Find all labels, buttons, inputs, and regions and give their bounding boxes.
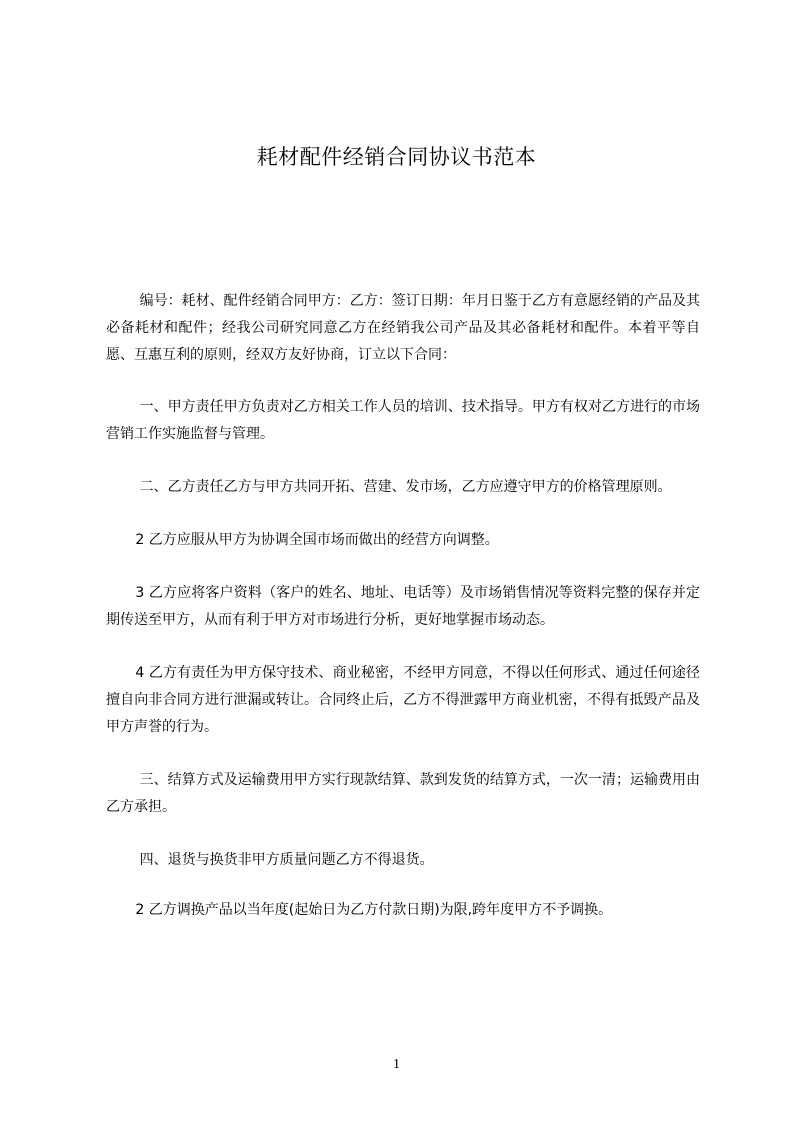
paragraph-preamble: 编号：耗材、配件经销合同甲方：乙方：签订日期：年月日鉴于乙方有意愿经销的产品及其必备耗材和配件；经我公司研究同意乙方在经销我公司产品及其必备耗材和配件。本着平等自愿、互惠互利的原则，经双方友好协商，订立以下合同： bbox=[106, 293, 700, 363]
paragraph-settlement: 三、结算方式及运输费用甲方实行现款结算、款到发货的结算方式，一次一清；运输费用由乙方承担。 bbox=[106, 772, 700, 815]
document-title: 耗材配件经销合同协议书范本 bbox=[256, 145, 537, 169]
paragraph-party-b-clause-4: 4 乙方有责任为甲方保守技术、商业秘密，不经甲方同意，不得以任何形式、通过任何途径擅自向非合同方进行泄漏或转让。合同终止后，乙方不得泄露甲方商业机密，不得有抵毁产品及甲方声誉的行为。 bbox=[106, 665, 700, 735]
paragraph-returns: 四、退货与换货非甲方质量问题乙方不得退货。 bbox=[139, 852, 434, 868]
paragraph-party-b-clause-3: 3 乙方应将客户资料（客户的姓名、地址、电话等）及市场销售情况等资料完整的保存并定期传送至甲方，从而有利于甲方对市场进行分析，更好地掌握市场动态。 bbox=[106, 585, 700, 628]
page-number: 1 bbox=[393, 1057, 400, 1072]
paragraph-party-b-clause-2: 2 乙方应服从甲方为协调全国市场而做出的经营方向调整。 bbox=[135, 532, 499, 548]
paragraph-party-a-duties: 一、甲方责任甲方负责对乙方相关工作人员的培训、技术指导。甲方有权对乙方进行的市场营销工作实施监督与管理。 bbox=[106, 399, 700, 442]
paragraph-returns-clause-2: 2 乙方调换产品以当年度(起始日为乙方付款日期)为限,跨年度甲方不予调换。 bbox=[135, 902, 613, 918]
paragraph-party-b-duties: 二、乙方责任乙方与甲方共同开拓、营建、发市场，乙方应遵守甲方的价格管理原则。 bbox=[139, 479, 672, 495]
document-body bbox=[106, 288, 700, 924]
